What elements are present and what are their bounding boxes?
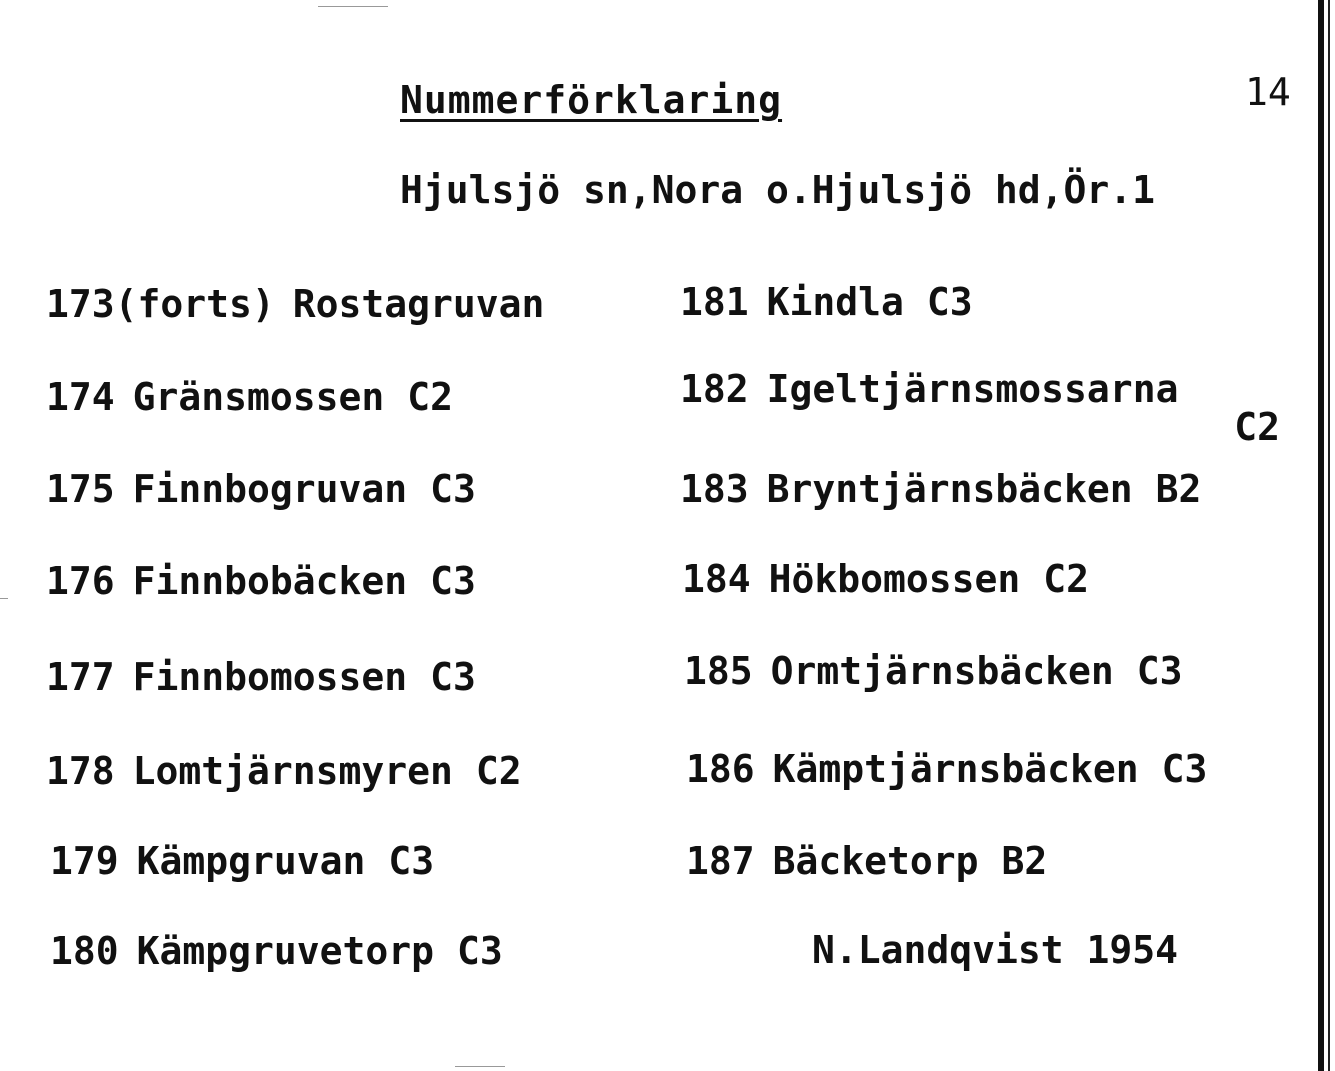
- scan-speck: [318, 6, 388, 7]
- entry-code: B2: [1001, 839, 1048, 883]
- entry-number: 173(forts): [46, 282, 275, 326]
- entry-name: Rostagruvan: [292, 282, 545, 326]
- entry-number: 179: [50, 839, 119, 883]
- list-item: [46, 375, 453, 419]
- scan-speck: [455, 1066, 505, 1067]
- entry-number: 180: [50, 929, 119, 973]
- entry-code: B2: [1155, 467, 1202, 511]
- entry-code: C3: [456, 929, 503, 973]
- entry-number: 174: [46, 375, 115, 419]
- entry-name: Finnbomossen: [132, 655, 408, 699]
- entry-code: C3: [1161, 747, 1208, 791]
- list-item: [684, 649, 1183, 693]
- list-item: [680, 280, 973, 324]
- entry-code: C3: [430, 559, 476, 603]
- page-subtitle: Hjulsjö sn,Nora o.Hjulsjö hd,Ör.1: [400, 168, 1155, 212]
- entry-name: Hökbomossen: [768, 557, 1021, 601]
- list-item: [46, 655, 476, 699]
- list-item: [686, 747, 1208, 791]
- entry-code: C2: [1234, 405, 1280, 449]
- list-item: [46, 467, 476, 511]
- entry-number: 187: [686, 839, 755, 883]
- scan-speck: [0, 598, 8, 599]
- list-item: [46, 282, 545, 326]
- entry-code: C2: [1043, 557, 1089, 601]
- entry-name: Gränsmossen: [132, 375, 385, 419]
- entry-number: 186: [686, 747, 755, 791]
- list-item: [686, 839, 1048, 883]
- entry-number: 182: [680, 367, 749, 411]
- entry-number: 185: [684, 649, 753, 693]
- entry-code: C2: [407, 375, 453, 419]
- entry-name: Kämpgruvetorp: [136, 929, 435, 973]
- entry-number: 175: [46, 467, 115, 511]
- entry-name: Lomtjärnsmyren: [132, 749, 453, 793]
- entry-number: 184: [682, 557, 751, 601]
- entry-name: Finnbogruvan: [132, 467, 408, 511]
- list-item: [680, 367, 1280, 449]
- entry-name: Kämpgruvan: [136, 839, 366, 883]
- entry-name: Igeltjärnsmossarna: [766, 367, 1179, 411]
- entry-number: 177: [46, 655, 115, 699]
- entry-name: Bäcketorp: [772, 839, 979, 883]
- entry-name: Kämptjärnsbäcken: [772, 747, 1139, 791]
- entry-name: Bryntjärnsbäcken: [766, 467, 1133, 511]
- list-item: [680, 467, 1202, 511]
- list-item: [682, 557, 1089, 601]
- list-item: [50, 929, 503, 973]
- page-edge-rule-thin: [1328, 0, 1330, 1071]
- entry-code: C3: [926, 280, 973, 324]
- entry-name: Ormtjärnsbäcken: [770, 649, 1114, 693]
- list-item: [50, 839, 435, 883]
- entry-number: 181: [680, 280, 749, 324]
- page-edge-rule: [1318, 0, 1324, 1071]
- page-title: Nummerförklaring: [400, 78, 783, 122]
- list-item: [46, 559, 476, 603]
- page-number: 14: [1245, 70, 1291, 114]
- entry-number: 176: [46, 559, 115, 603]
- list-item: [46, 749, 522, 793]
- entry-name: Kindla: [766, 280, 904, 324]
- author-signature: N.Landqvist 1954: [812, 928, 1179, 972]
- entry-number: 183: [680, 467, 749, 511]
- entry-code: C3: [1136, 649, 1183, 693]
- entry-code: C3: [388, 839, 435, 883]
- entry-name: Finnbobäcken: [132, 559, 408, 603]
- entry-code: C2: [475, 749, 522, 793]
- entry-code: C3: [430, 467, 476, 511]
- entry-number: 178: [46, 749, 115, 793]
- entry-code: C3: [430, 655, 476, 699]
